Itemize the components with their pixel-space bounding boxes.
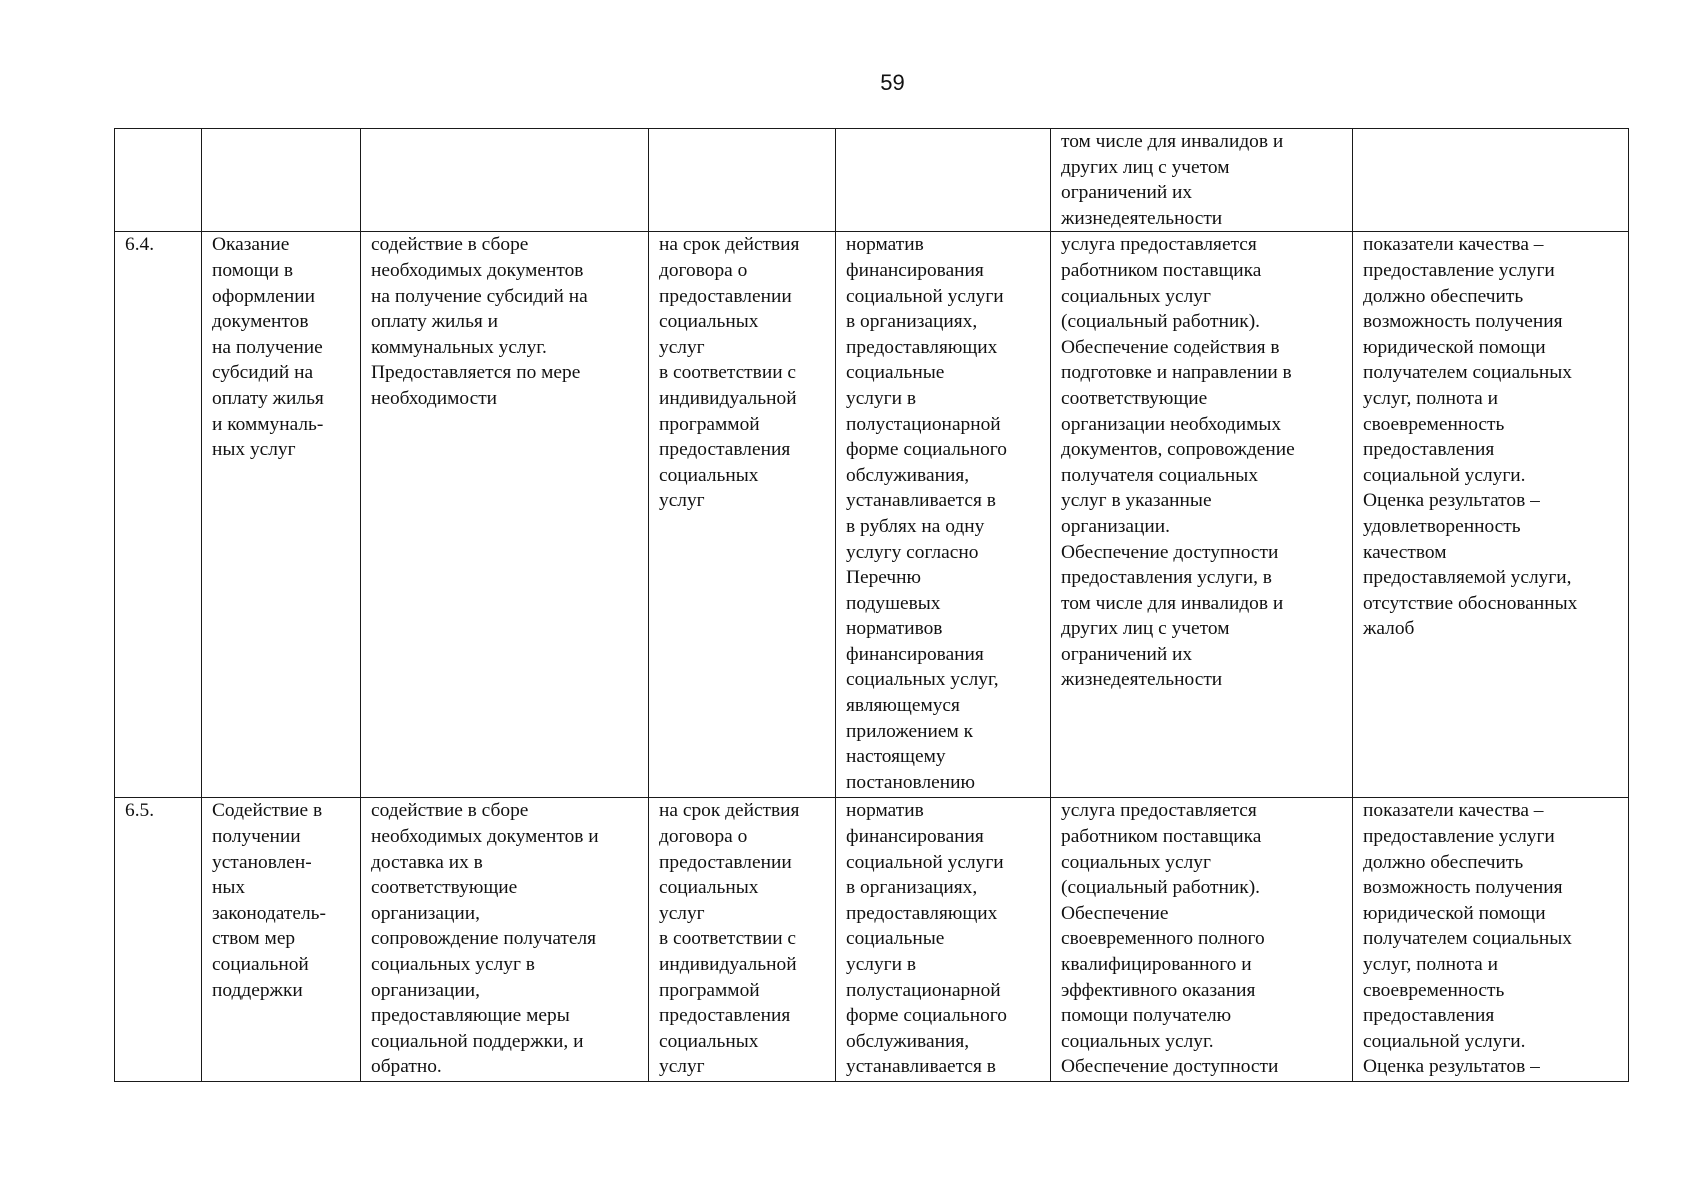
service-description-cell: содействие в сборе необходимых документов и доставка их в соответствующие организации, сопровождение получателя социальных услуг в организации, предоставляющие меры социальной поддержки, и обратно. [361, 798, 649, 1082]
service-term-cell: на срок действия договора о предоставлении социальных услуг в соответствии с индивидуальной программой предоставления социальных услуг [649, 232, 836, 798]
funding-norm-cell: норматив финансирования социальной услуги в организациях, предоставляющих социальные услуги в полустационарной форме социального обслуживания, устанавливается в в рублях на одну услугу согласно Перечню подушевых нормативов финансирования социальных услуг, являющемуся приложением к настоящему постановлению [836, 232, 1051, 798]
service-description-cell [361, 129, 649, 232]
page-number: 59 [880, 70, 905, 95]
quality-indicators-cell: показатели качества – предоставление услуги должно обеспечить возможность получения юридической помощи получателем социальных услуг, полнота и своевременность предоставления социальной услуги. Оценка результатов – [1353, 798, 1629, 1082]
services-table [114, 128, 1629, 1082]
quality-indicators-cell [1353, 129, 1629, 232]
service-conditions-cell: услуга предоставляется работником поставщика социальных услуг (социальный работник). Обеспечение своевременного полного квалифицированного и эффективного оказания помощи получателю социальных услуг. Обеспечение доступности [1051, 798, 1353, 1082]
table-row [115, 129, 1629, 232]
service-conditions-cell: услуга предоставляется работником поставщика социальных услуг (социальный работник). Обеспечение содействия в подготовке и направлении в соответствующие организации необходимых документов, сопровождение получателя социальных услуг в указанные организации. Обеспечение доступности предоставления услуги, в том числе для инвалидов и других лиц с учетом ограничений их жизнедеятельности [1051, 232, 1353, 798]
service-term-cell: на срок действия договора о предоставлении социальных услуг в соответствии с индивидуальной программой предоставления социальных услуг [649, 798, 836, 1082]
service-name-cell: Оказание помощи в оформлении документов на получение субсидий на оплату жилья и коммуналь- ных услуг [202, 232, 361, 798]
service-name-cell [202, 129, 361, 232]
service-term-cell [649, 129, 836, 232]
table-row [115, 232, 1629, 798]
row-number-cell: 6.5. [115, 798, 202, 1082]
funding-norm-cell: норматив финансирования социальной услуги в организациях, предоставляющих социальные услуги в полустационарной форме социального обслуживания, устанавливается в [836, 798, 1051, 1082]
row-number-cell: 6.4. [115, 232, 202, 798]
row-number-cell [115, 129, 202, 232]
table-row [115, 798, 1629, 1082]
service-name-cell: Содействие в получении установлен- ных законодатель- ством мер социальной поддержки [202, 798, 361, 1082]
quality-indicators-cell: показатели качества – предоставление услуги должно обеспечить возможность получения юридической помощи получателем социальных услуг, полнота и своевременность предоставления социальной услуги. Оценка результатов – удовлетворенность качеством предоставляемой услуги, отсутствие обоснованных жалоб [1353, 232, 1629, 798]
funding-norm-cell [836, 129, 1051, 232]
service-conditions-cell: том числе для инвалидов и других лиц с учетом ограничений их жизнедеятельности [1051, 129, 1353, 232]
service-description-cell: содействие в сборе необходимых документов на получение субсидий на оплату жилья и коммунальных услуг. Предоставляется по мере необходимости [361, 232, 649, 798]
